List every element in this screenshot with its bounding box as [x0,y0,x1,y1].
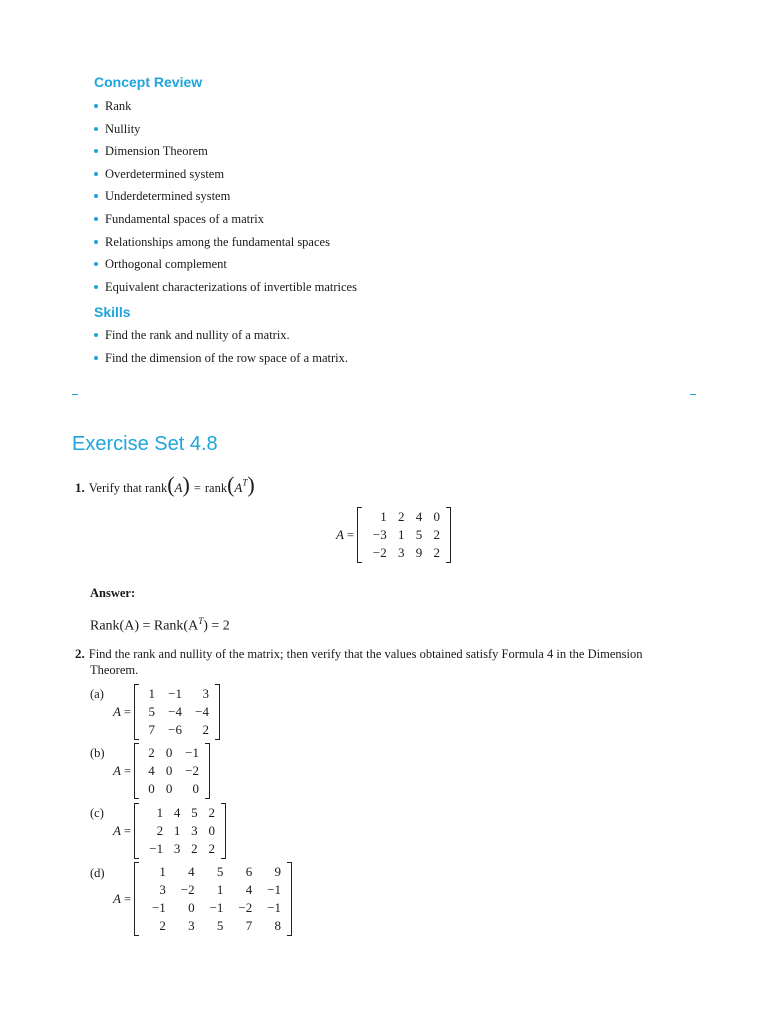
matrix-cell: 5 [191,805,198,820]
matrix-cell: 1 [159,864,166,879]
list-item: Orthogonal complement [94,253,357,276]
matrix-cell: 9 [415,545,423,560]
matrix-cell: 2 [159,918,166,933]
matrix-cell: 0 [188,900,195,915]
matrix-cell: −2 [372,545,387,560]
list-item: Nullity [94,118,357,141]
list-item: Underdetermined system [94,185,357,208]
equals: = [123,891,132,906]
matrix-cell: −4 [195,704,210,719]
matrix-cell: −3 [372,527,387,542]
matrix-cell: 2 [191,841,198,856]
matrix-cell: 7 [245,918,253,933]
matrix-cell: 3 [398,545,405,560]
part-c-expression [113,803,226,859]
list-item: Dimension Theorem [94,140,357,163]
matrix-cell: 2 [398,509,405,524]
paren: ) [247,472,255,497]
list-item: Fundamental spaces of a matrix [94,208,357,231]
matrix-cell: −1 [267,882,282,897]
superscript: T [242,477,248,488]
matrix-label: A [113,891,121,906]
matrix-cell: −2 [180,882,195,897]
matrix-cell: 1 [380,509,387,524]
matrix-cell: −6 [168,722,182,737]
matrix-cell: 0 [148,781,155,796]
matrix-cell: 5 [216,918,224,933]
matrix-cell: 0 [192,781,200,796]
matrix-cell: −1 [209,900,224,915]
variable: A [174,480,183,495]
matrix [134,684,220,740]
part-label-c: (c) [90,806,104,820]
matrix-cell: 3 [188,918,195,933]
equals: = [346,527,355,542]
matrix-cell: 1 [148,686,155,701]
matrix-cell: 0 [433,509,441,524]
matrix-label: A [113,823,121,838]
part-label-d: (d) [90,866,105,880]
matrix-cell: 1 [156,805,164,820]
matrix-cell: −1 [149,841,164,856]
paren: ( [167,472,175,497]
matrix-cell: 2 [208,841,216,856]
list-item: Relationships among the fundamental spaces [94,231,357,254]
answer-label: Answer: [90,586,136,600]
matrix [134,803,226,859]
matrix-cell: 2 [433,527,441,542]
matrix-cell: 2 [156,823,164,838]
list-item: Find the dimension of the row space of a matrix. [94,347,348,370]
matrix-cell: 8 [274,918,282,933]
matrix-cell: −2 [185,763,200,778]
matrix-cell: 5 [415,527,423,542]
list-item: Find the rank and nullity of a matrix. [94,324,348,347]
matrix-cell: 4 [415,509,423,524]
paren: ( [227,472,235,497]
matrix-cell: 0 [165,745,173,760]
question-text-continued: Theorem. [90,663,139,677]
matrix-cell: 3 [159,882,166,897]
equals: = [193,481,201,495]
variable: A [234,480,243,495]
question-1 [75,474,255,497]
matrix-cell: 3 [173,841,181,856]
matrix-cell: 2 [202,722,210,737]
part-a-expression [113,684,220,740]
q1-matrix-expression [336,507,451,563]
part-b-expression [113,743,210,799]
matrix-cell: 6 [245,864,253,879]
matrix-cell: 2 [208,805,216,820]
matrix-cell: 1 [216,882,224,897]
matrix-cell: 4 [173,805,181,820]
equals: = [123,823,132,838]
superscript: T [198,616,204,626]
matrix [357,507,451,563]
matrix-cell: 5 [148,704,155,719]
matrix [134,743,210,799]
matrix-cell: 7 [148,722,155,737]
equals: = [123,763,132,778]
matrix-cell: 0 [165,763,173,778]
matrix-cell: 1 [398,527,405,542]
matrix-cell: 0 [208,823,216,838]
matrix-cell: −1 [185,745,200,760]
list-item: Rank [94,95,357,118]
matrix-cell: 1 [173,823,181,838]
matrix-label: A [113,763,121,778]
matrix-cell: −1 [267,900,282,915]
matrix-cell: −2 [238,900,253,915]
concept-review-heading: Concept Review [94,74,203,90]
equals: = [123,704,132,719]
matrix-cell: 9 [274,864,282,879]
paren: ) [182,472,190,497]
matrix-label: A [336,527,344,542]
matrix-cell: 4 [148,763,155,778]
answer-value-end: ) = 2 [203,618,230,634]
matrix-cell: −4 [168,704,182,719]
answer-text [90,616,230,635]
part-label-a: (a) [90,687,104,701]
question-2 [75,645,705,663]
part-d-expression [113,862,292,936]
matrix-cell: 5 [216,864,224,879]
divider-right [690,394,696,395]
matrix-cell: 4 [188,864,195,879]
matrix-cell: 0 [165,781,173,796]
answer-value: Rank(A) = Rank(A [90,618,199,634]
part-label-b: (b) [90,746,105,760]
list-item: Overdetermined system [94,163,357,186]
question-number: 2. [75,646,85,661]
divider-left [72,394,78,395]
skills-heading: Skills [94,304,131,320]
question-text: Verify that rank [88,481,168,495]
matrix-cell: 2 [433,545,441,560]
concept-review-list [94,95,357,298]
list-item: Equivalent characterizations of invertible matrices [94,276,357,299]
matrix-cell: 2 [148,745,155,760]
rank-word: rank [204,481,228,495]
matrix [134,862,292,936]
question-number: 1. [75,480,85,495]
matrix-cell: 3 [191,823,198,838]
matrix-cell: 3 [202,686,210,701]
exercise-set-title: Exercise Set 4.8 [72,433,218,455]
matrix-cell: −1 [151,900,166,915]
matrix-cell: 4 [245,882,253,897]
matrix-label: A [113,704,121,719]
question-text: Find the rank and nullity of the matrix; then verify that the values obtained satisfy Formula 4 in the Dimension [88,647,643,661]
matrix-cell: −1 [168,686,182,701]
skills-list [94,324,348,369]
